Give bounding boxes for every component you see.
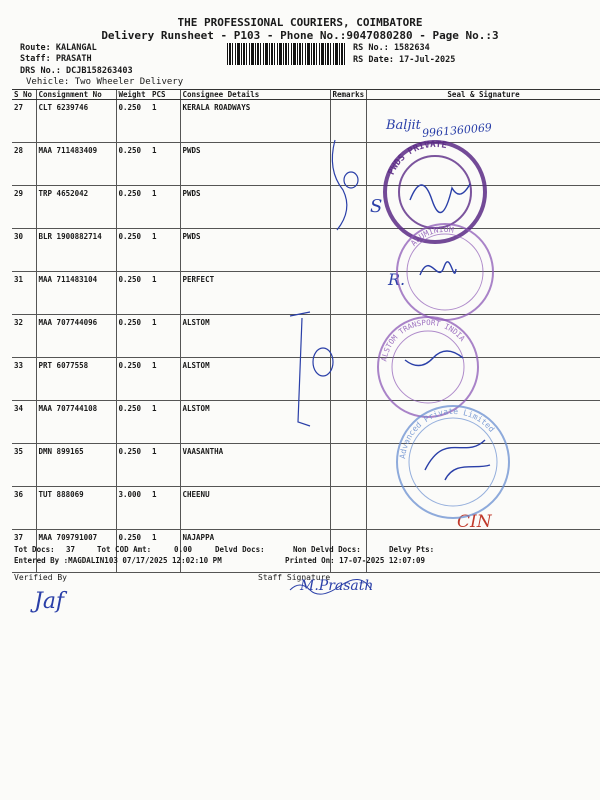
cell-weight: 0.250 [116, 444, 150, 487]
cell-weight: 0.250 [116, 315, 150, 358]
staff-signature-label: Staff Signature [258, 573, 331, 582]
row31-mark: R. [388, 270, 406, 289]
cell-remarks [330, 401, 367, 444]
cell-consignee: PWDS [180, 229, 330, 272]
entered-by: Entered By :MAGDALIN103 07/17/2025 12:02:10 PM [14, 556, 222, 565]
cell-consignment: TRP 4652042 [36, 186, 116, 229]
tot-cod-value: 0.00 [174, 545, 193, 554]
staff-label: Staff: PRASATH [20, 54, 92, 64]
cell-seal [367, 444, 600, 487]
cell-sno: 30 [12, 229, 36, 272]
cell-consignment: MAA 711483104 [36, 272, 116, 315]
rs-date: RS Date: 17-Jul-2025 [353, 55, 456, 65]
cell-sno: 29 [12, 186, 36, 229]
cell-consignee: CHEENU [180, 487, 330, 530]
cell-consignee: KERALA ROADWAYS [180, 100, 330, 143]
cell-pcs: 1 [150, 401, 180, 444]
table-row [12, 401, 600, 444]
col-header-consignment: Consignment No [36, 90, 116, 100]
col-header-weight: Weight [116, 90, 150, 100]
cell-pcs: 1 [150, 272, 180, 315]
delvy-pts-label: Delvy Pts: [389, 545, 435, 554]
cell-remarks [330, 315, 367, 358]
cell-pcs: 1 [150, 186, 180, 229]
cell-consignment: TUT 888069 [36, 487, 116, 530]
table-row [12, 444, 600, 487]
barcode [227, 43, 347, 65]
row27-phone: 9961360069 [421, 120, 493, 141]
cell-pcs: 1 [150, 100, 180, 143]
cell-sno: 27 [12, 100, 36, 143]
route-label: Route: KALANGAL [20, 43, 97, 53]
cell-sno: 32 [12, 315, 36, 358]
row29-mark: S [370, 196, 383, 217]
rs-number: RS No.: 1582634 [353, 43, 430, 53]
cell-consignment: DMN 899165 [36, 444, 116, 487]
stamp3-text: ALSTOM TRANSPORT INDIA [379, 317, 467, 363]
cell-remarks [330, 272, 367, 315]
cell-seal [367, 358, 600, 401]
cell-remarks [330, 143, 367, 186]
cell-consignment: MAA 707744096 [36, 315, 116, 358]
drs-number: DRS No.: DCJB158263403 [20, 66, 133, 76]
col-header-consignee: Consignee Details [180, 90, 330, 100]
runsheet-table [12, 89, 600, 573]
non-delvd-docs-label: Non Delvd Docs: [293, 545, 361, 554]
tot-docs-label: Tot Docs: [14, 545, 55, 554]
cell-sno: 33 [12, 358, 36, 401]
table-row [12, 358, 600, 401]
cell-consignee: PWDS [180, 186, 330, 229]
col-header-remarks: Remarks [330, 90, 367, 100]
cell-weight: 0.250 [116, 530, 150, 573]
cell-consignment: PRT 6077558 [36, 358, 116, 401]
cell-weight: 0.250 [116, 186, 150, 229]
table-row [12, 315, 600, 358]
cell-consignment: BLR 1900882714 [36, 229, 116, 272]
row37-mark: CIN [457, 512, 492, 532]
cell-consignee: ALSTOM [180, 315, 330, 358]
cell-sno: 35 [12, 444, 36, 487]
cell-remarks [330, 229, 367, 272]
cell-sno: 28 [12, 143, 36, 186]
cell-consignee: PWDS [180, 143, 330, 186]
cell-sno: 31 [12, 272, 36, 315]
cell-consignment: MAA 707744108 [36, 401, 116, 444]
cell-consignee: NAJAPPA [180, 530, 330, 573]
verified-signature: Jaf [34, 589, 65, 614]
col-header-seal: Seal & Signature [367, 90, 600, 100]
cell-pcs: 1 [150, 143, 180, 186]
cell-consignment: MAA 711483409 [36, 143, 116, 186]
cell-remarks [330, 487, 367, 530]
table-row [12, 487, 600, 530]
cell-weight: 3.000 [116, 487, 150, 530]
cell-consignee: VAASANTHA [180, 444, 330, 487]
col-header-pcs: PCS [150, 90, 180, 100]
cell-consignee: ALSTOM [180, 401, 330, 444]
stamp2-text: ALUMINIUM [409, 224, 455, 248]
col-header-sno: S No [12, 90, 36, 100]
table-row [12, 186, 600, 229]
cell-pcs: 1 [150, 315, 180, 358]
table-row [12, 143, 600, 186]
table-row [12, 229, 600, 272]
delvd-docs-label: Delvd Docs: [215, 545, 265, 554]
stamp1-text: PWDS PRIVATE [386, 139, 448, 177]
table-row [12, 100, 600, 143]
cell-pcs: 1 [150, 487, 180, 530]
cell-seal [367, 315, 600, 358]
cell-remarks [330, 186, 367, 229]
tot-cod-label: Tot COD Amt: [97, 545, 152, 554]
cell-remarks [330, 444, 367, 487]
cell-weight: 0.250 [116, 229, 150, 272]
cell-pcs: 1 [150, 358, 180, 401]
verified-by-label: Verified By [14, 573, 67, 582]
cell-seal [367, 186, 600, 229]
table-row [12, 272, 600, 315]
table-header-row [12, 90, 600, 100]
cell-seal [367, 229, 600, 272]
cell-consignment: CLT 6239746 [36, 100, 116, 143]
cell-pcs: 1 [150, 229, 180, 272]
stamp4-text: Advanced Private Limited [398, 406, 497, 460]
cell-consignment: MAA 709791007 [36, 530, 116, 573]
cell-sno: 34 [12, 401, 36, 444]
cell-weight: 0.250 [116, 358, 150, 401]
cell-consignee: PERFECT [180, 272, 330, 315]
printed-on: Printed On: 17-07-2025 12:07:09 [285, 556, 425, 565]
row27-initials: Baljit [386, 118, 421, 133]
cell-sno: 36 [12, 487, 36, 530]
staff-signature: M.Prasath [300, 578, 374, 594]
cell-weight: 0.250 [116, 100, 150, 143]
vehicle-label: Vehicle: Two Wheeler Delivery [26, 77, 184, 87]
cell-weight: 0.250 [116, 143, 150, 186]
cell-seal [367, 401, 600, 444]
cell-weight: 0.250 [116, 401, 150, 444]
cell-consignee: ALSTOM [180, 358, 330, 401]
cell-remarks [330, 358, 367, 401]
company-title: THE PROFESSIONAL COURIERS, COIMBATORE [177, 16, 423, 29]
tot-docs-value: 37 [66, 545, 76, 554]
cell-pcs: 1 [150, 530, 180, 573]
cell-weight: 0.250 [116, 272, 150, 315]
cell-seal [367, 143, 600, 186]
cell-pcs: 1 [150, 444, 180, 487]
cell-sno: 37 [12, 530, 36, 573]
cell-remarks [330, 100, 367, 143]
runsheet-line: Delivery Runsheet - P103 - Phone No.:9047080280 - Page No.:3 [101, 29, 499, 42]
